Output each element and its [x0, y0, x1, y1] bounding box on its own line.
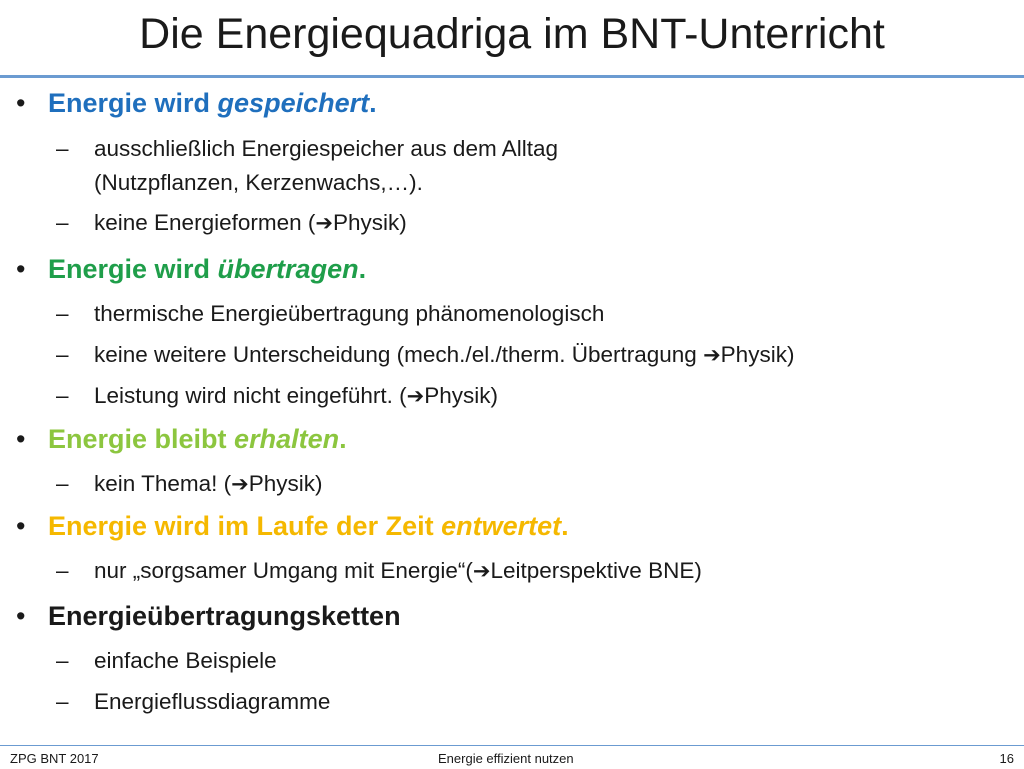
dash: –	[56, 689, 69, 714]
sub-item	[56, 342, 794, 368]
bullet-dot: •	[16, 88, 26, 118]
sub-text: Leitperspektive BNE)	[490, 558, 702, 583]
sub-item	[56, 136, 558, 162]
sub-item-continuation: (Nutzpflanzen, Kerzenwachs,…).	[94, 170, 423, 195]
slide-footer	[0, 745, 1024, 769]
bullet-uebertragen	[16, 254, 366, 285]
right-arrow-icon: ➔	[472, 559, 491, 583]
sub-text: keine weitere Unterscheidung (mech./el./therm. Übertragung	[94, 342, 704, 367]
sub-text: kein Thema! (	[94, 471, 232, 496]
bullet-entwertet	[16, 511, 569, 542]
sub-text: einfache Beispiele	[94, 648, 277, 673]
bullet-text: Energie wird	[48, 88, 218, 118]
right-arrow-icon: ➔	[231, 472, 249, 496]
sub-item	[56, 210, 407, 236]
slide-title: Die Energiequadriga im BNT-Unterricht	[139, 10, 885, 58]
sub-text: Physik)	[332, 210, 407, 235]
bullet-emphasis: entwertet	[441, 511, 562, 541]
bullet-text: Energie wird	[48, 254, 218, 284]
bullet-gespeichert	[16, 88, 377, 119]
right-arrow-icon: ➔	[406, 384, 425, 408]
bullet-emphasis: gespeichert	[217, 88, 370, 118]
sub-item	[56, 383, 498, 409]
dash: –	[56, 558, 69, 583]
footer-center: Energie effizient nutzen	[438, 751, 574, 766]
sub-text: Energieflussdiagramme	[94, 689, 331, 714]
sub-text: ausschließlich Energiespeicher aus dem Alltag	[94, 136, 558, 161]
sub-text: thermische Energieübertragung phänomenologisch	[94, 301, 605, 326]
bullet-dot: •	[16, 601, 26, 631]
page-number: 16	[999, 751, 1014, 766]
sub-text: Physik)	[720, 342, 795, 367]
sub-text: Physik)	[248, 471, 323, 496]
bullet-text: Energie wird im Laufe der Zeit	[48, 511, 442, 541]
bullet-dot: •	[16, 254, 26, 284]
sub-text: Physik)	[424, 383, 499, 408]
sub-text: nur „sorgsamer Umgang mit Energie“(	[94, 558, 473, 583]
bullet-dot: •	[16, 511, 26, 541]
sub-item	[56, 471, 323, 497]
bullet-text: Energieübertragungsketten	[48, 601, 401, 631]
dash: –	[56, 648, 69, 673]
title-divider	[0, 75, 1024, 78]
sub-item	[56, 648, 277, 674]
sub-item	[56, 301, 604, 327]
right-arrow-icon: ➔	[703, 343, 721, 367]
dash: –	[56, 342, 69, 367]
dash: –	[56, 383, 69, 408]
sub-item	[56, 689, 330, 715]
dash: –	[56, 210, 69, 235]
footer-left: ZPG BNT 2017	[10, 751, 99, 766]
bullet-emphasis: erhalten	[234, 424, 340, 454]
bullet-ketten	[16, 601, 401, 632]
bullet-erhalten	[16, 424, 347, 455]
dash: –	[56, 136, 69, 161]
bullet-text: Energie bleibt	[48, 424, 235, 454]
dash: –	[56, 301, 69, 326]
bullet-dot: •	[16, 424, 26, 454]
dash: –	[56, 471, 69, 496]
bullet-end: .	[339, 424, 347, 454]
sub-text: keine Energieformen (	[94, 210, 316, 235]
bullet-emphasis: übertragen	[217, 254, 359, 284]
bullet-end: .	[369, 88, 377, 118]
bullet-end: .	[358, 254, 367, 284]
sub-item	[56, 558, 702, 584]
right-arrow-icon: ➔	[315, 211, 333, 235]
bullet-end: .	[561, 511, 569, 541]
sub-text: Leistung wird nicht eingeführt. (	[94, 383, 407, 408]
